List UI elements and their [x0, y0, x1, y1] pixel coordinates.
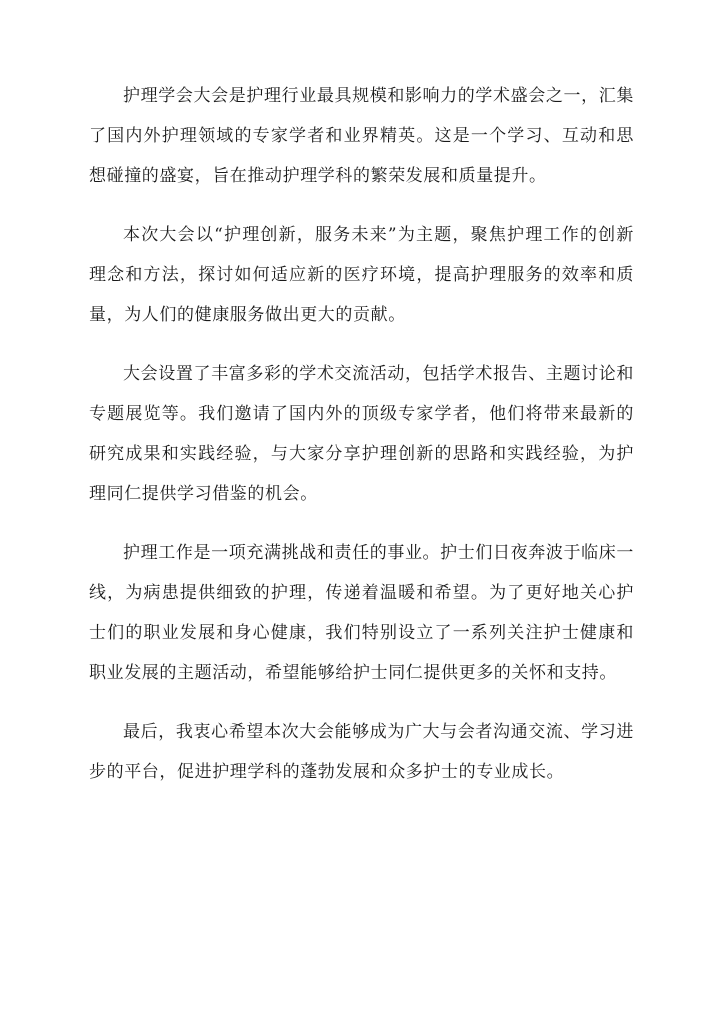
paragraph-theme: 本次大会以“护理创新，服务未来”为主题，聚焦护理工作的创新理念和方法，探讨如何适应新的医疗环境，提高护理服务的效率和质量，为人们的健康服务做出更大的贡献。 [89, 225, 634, 325]
paragraph-intro: 护理学会大会是护理行业最具规模和影响力的学术盛会之一，汇集了国内外护理领域的专家学者和业界精英。这是一个学习、互动和思想碰撞的盛宴，旨在推动护理学科的繁荣发展和质量提升。 [89, 86, 634, 186]
document-body [89, 76, 634, 811]
paragraph-activities: 大会设置了丰富多彩的学术交流活动，包括学术报告、主题讨论和专题展览等。我们邀请了国内外的顶级专家学者，他们将带来最新的研究成果和实践经验，与大家分享护理创新的思路和实践经验，为护理同仁提供学习借鉴的机会。 [89, 364, 634, 504]
paragraph-closing: 最后，我衷心希望本次大会能够成为广大与会者沟通交流、学习进步的平台，促进护理学科的蓬勃发展和众多护士的专业成长。 [89, 722, 634, 782]
paragraph-nurse-care: 护理工作是一项充满挑战和责任的事业。护士们日夜奔波于临床一线，为病患提供细致的护理，传递着温暖和希望。为了更好地关心护士们的职业发展和身心健康，我们特别设立了一系列关注护士健康和职业发展的主题活动，希望能够给护士同仁提供更多的关怀和支持。 [89, 543, 634, 683]
